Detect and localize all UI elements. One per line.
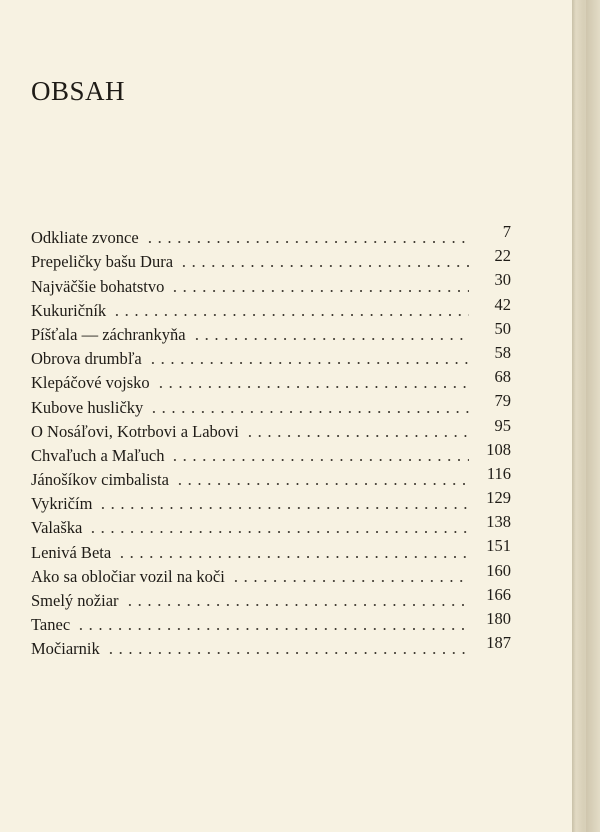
toc-entry-title: Jánošíkov cimbalista: [31, 470, 169, 490]
toc-row: [31, 463, 511, 490]
toc-entry-page-number: 116: [486, 463, 511, 483]
toc-entry-page-number: 138: [486, 512, 511, 532]
toc-dot-leader: [145, 241, 469, 243]
toc-entry-page-number: 50: [494, 318, 511, 338]
toc-entry-page-number: 68: [494, 367, 511, 387]
toc-row: [31, 490, 511, 514]
toc-dot-leader: [156, 386, 469, 388]
toc-entry-title: Kubove husličky: [31, 397, 144, 417]
toc-entry-title: O Nosáľovi, Kotrbovi a Labovi: [31, 421, 239, 441]
toc-dot-leader: [192, 338, 469, 340]
toc-entry-page-number: 7: [502, 222, 511, 241]
toc-entry-title: Ako sa obločiar vozil na koči: [31, 566, 225, 586]
toc-entry-title: Klepáčové vojsko: [31, 373, 150, 393]
page-title: OBSAH: [31, 76, 126, 106]
toc-dot-leader: [76, 628, 469, 630]
toc-row: [31, 611, 511, 635]
toc-entry-page-number: 180: [486, 609, 511, 628]
toc-entry-page-number: 95: [494, 415, 511, 435]
toc-dot-leader: [88, 531, 469, 533]
toc-dot-leader: [170, 290, 469, 292]
toc-entry-title: Močiarnik: [31, 639, 100, 659]
toc-entry: [31, 301, 469, 321]
toc-entry-title: Vykričím: [31, 494, 93, 514]
toc-entry-title: Chvaľuch a Maľuch: [31, 445, 165, 465]
toc-entry-title: Obrova drumbľa: [31, 349, 142, 369]
toc-row: [31, 369, 511, 393]
toc-row: [31, 560, 511, 587]
toc-entry-title: Odkliate zvonce: [31, 228, 139, 248]
toc-dot-leader: [149, 411, 469, 413]
toc-entry: [31, 470, 469, 490]
toc-entry-page-number: 30: [494, 270, 511, 290]
toc-entry-page-number: 151: [486, 536, 511, 556]
toc-row: [31, 318, 511, 345]
toc-dot-leader: [106, 652, 469, 654]
toc-entry-title: Píšťala — záchrankyňa: [31, 324, 186, 344]
toc-dot-leader: [175, 483, 469, 485]
toc-entry: [31, 277, 469, 297]
toc-row: [31, 342, 511, 369]
toc-entry: [31, 228, 469, 248]
toc-entry-page-number: 160: [486, 560, 511, 580]
toc-row: [31, 635, 511, 659]
toc-dot-leader: [245, 435, 469, 437]
toc-entry: [31, 567, 469, 587]
toc-entry: [31, 325, 469, 345]
toc-entry-page-number: 79: [494, 391, 511, 411]
toc-entry: [31, 615, 469, 635]
toc-row: [31, 393, 511, 417]
toc-entry: [31, 591, 469, 611]
toc-dot-leader: [170, 459, 469, 461]
toc-entry-title: Smelý nožiar: [31, 591, 119, 610]
toc-row: [31, 514, 511, 538]
table-of-contents: [31, 224, 511, 659]
toc-entry: [31, 398, 469, 418]
toc-entry-page-number: 42: [494, 294, 511, 314]
toc-row: [31, 538, 511, 562]
toc-entry-page-number: 166: [486, 584, 511, 604]
toc-entry-title: Tanec: [31, 615, 71, 635]
toc-row: [31, 224, 511, 248]
toc-dot-leader: [125, 604, 469, 606]
toc-row: [31, 415, 511, 442]
toc-entry-title: Najväčšie bohatstvo: [31, 276, 165, 296]
toc-dot-leader: [112, 314, 469, 316]
toc-row: [31, 439, 511, 466]
toc-entry: [31, 422, 469, 442]
toc-entry-page-number: 129: [486, 488, 511, 508]
toc-entry: [31, 639, 469, 659]
toc-row: [31, 248, 511, 272]
toc-entry: [31, 349, 469, 369]
toc-entry: [31, 252, 469, 272]
toc-entry-page-number: 108: [486, 439, 511, 459]
toc-dot-leader: [148, 362, 469, 364]
toc-entry: [31, 446, 469, 466]
toc-entry-page-number: 22: [494, 246, 511, 266]
toc-entry: [31, 373, 469, 393]
page-edge-outer: [586, 0, 600, 832]
toc-entry-page-number: 187: [486, 633, 511, 653]
toc-entry-title: Kukuričník: [31, 300, 107, 320]
toc-entry: [31, 518, 469, 538]
toc-dot-leader: [179, 265, 469, 267]
toc-dot-leader: [231, 580, 469, 582]
toc-row: [31, 294, 511, 321]
toc-entry: [31, 494, 469, 514]
toc-dot-leader: [98, 507, 469, 509]
toc-entry-page-number: 58: [494, 342, 511, 362]
toc-entry-title: Prepeličky bašu Dura: [31, 252, 174, 272]
toc-dot-leader: [117, 556, 469, 558]
toc-entry-title: Lenivá Beta: [31, 542, 112, 562]
toc-entry: [31, 543, 469, 563]
toc-row: [31, 272, 511, 296]
toc-row: [31, 584, 511, 611]
toc-entry-title: Valaška: [31, 518, 83, 538]
